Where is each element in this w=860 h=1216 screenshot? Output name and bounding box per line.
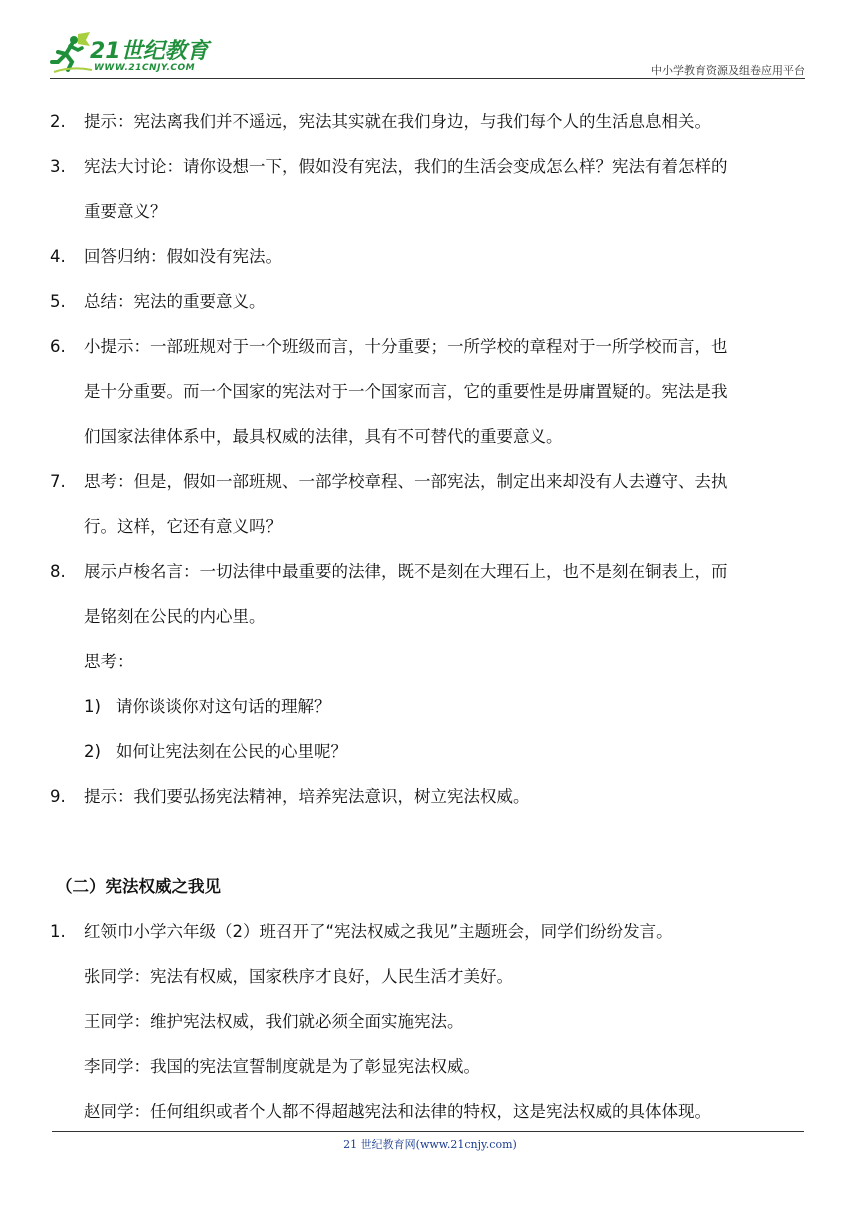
runner-logo-icon — [50, 30, 94, 76]
list-number: 3. — [50, 157, 66, 176]
header-divider — [50, 78, 805, 79]
list-number: 2. — [50, 112, 66, 131]
page-header — [50, 30, 805, 80]
list-number: 9. — [50, 787, 66, 806]
sub-list-item-text: 请你谈谈你对这句话的理解？ — [116, 697, 331, 716]
list-number: 8. — [50, 562, 66, 581]
list-item-text: 们国家法律体系中，最具权威的法律，具有不可替代的重要意义。 — [84, 427, 563, 446]
list-item-text: 提示：我们要弘扬宪法精神，培养宪法意识，树立宪法权威。 — [84, 787, 530, 806]
footer-divider — [52, 1131, 804, 1132]
list-item-text: 宪法大讨论：请你设想一下，假如没有宪法，我们的生活会变成怎么样？宪法有着怎样的 — [84, 157, 728, 176]
think-label: 思考： — [84, 652, 134, 671]
site-logo — [50, 30, 220, 78]
list-item-text: 思考：但是，假如一部班规、一部学校章程、一部宪法，制定出来却没有人去遵守、去执 — [84, 472, 728, 491]
list-item-text: 重要意义？ — [84, 202, 167, 221]
list-number: 7. — [50, 472, 66, 491]
list-item-text: 行。这样，它还有意义吗？ — [84, 517, 282, 536]
student-statement: 张同学：宪法有权威，国家秩序才良好，人民生活才美好。 — [84, 967, 513, 986]
list-item-text: 红领巾小学六年级（2）班召开了“宪法权威之我见”主题班会，同学们纷纷发言。 — [84, 922, 673, 941]
list-item-text: 是十分重要。而一个国家的宪法对于一个国家而言，它的重要性是毋庸置疑的。宪法是我 — [84, 382, 728, 401]
list-number: 1. — [50, 922, 66, 941]
sub-list-item-text: 如何让宪法刻在公民的心里呢？ — [116, 742, 347, 761]
section-heading: （二）宪法权威之我见 — [56, 877, 221, 896]
list-item-text: 展示卢梭名言：一切法律中最重要的法律，既不是刻在大理石上，也不是刻在铜表上，而 — [84, 562, 728, 581]
list-item-text: 提示：宪法离我们并不遥远，宪法其实就在我们身边，与我们每个人的生活息息相关。 — [84, 112, 711, 131]
student-statement: 王同学：维护宪法权威，我们就必须全面实施宪法。 — [84, 1012, 464, 1031]
list-item-text: 是铭刻在公民的内心里。 — [84, 607, 266, 626]
platform-label: 中小学教育资源及组卷应用平台 — [651, 64, 805, 77]
logo-url: WWW.21CNJY.COM — [94, 63, 196, 73]
logo-title: 21世纪教育 — [90, 39, 209, 64]
list-number: 6. — [50, 337, 66, 356]
list-item-text: 总结：宪法的重要意义。 — [84, 292, 266, 311]
list-item-text: 小提示：一部班规对于一个班级而言，十分重要；一所学校的章程对于一所学校而言，也 — [84, 337, 728, 356]
student-statement: 赵同学：任何组织或者个人都不得超越宪法和法律的特权，这是宪法权威的具体体现。 — [84, 1102, 711, 1121]
sub-list-number: 1) — [84, 697, 101, 716]
list-number: 5. — [50, 292, 66, 311]
list-item-text: 回答归纳：假如没有宪法。 — [84, 247, 282, 266]
page-footer: 21 世纪教育网(www.21cnjy.com) — [343, 1138, 517, 1151]
student-statement: 李同学：我国的宪法宣誓制度就是为了彰显宪法权威。 — [84, 1057, 480, 1076]
sub-list-number: 2) — [84, 742, 101, 761]
list-number: 4. — [50, 247, 66, 266]
